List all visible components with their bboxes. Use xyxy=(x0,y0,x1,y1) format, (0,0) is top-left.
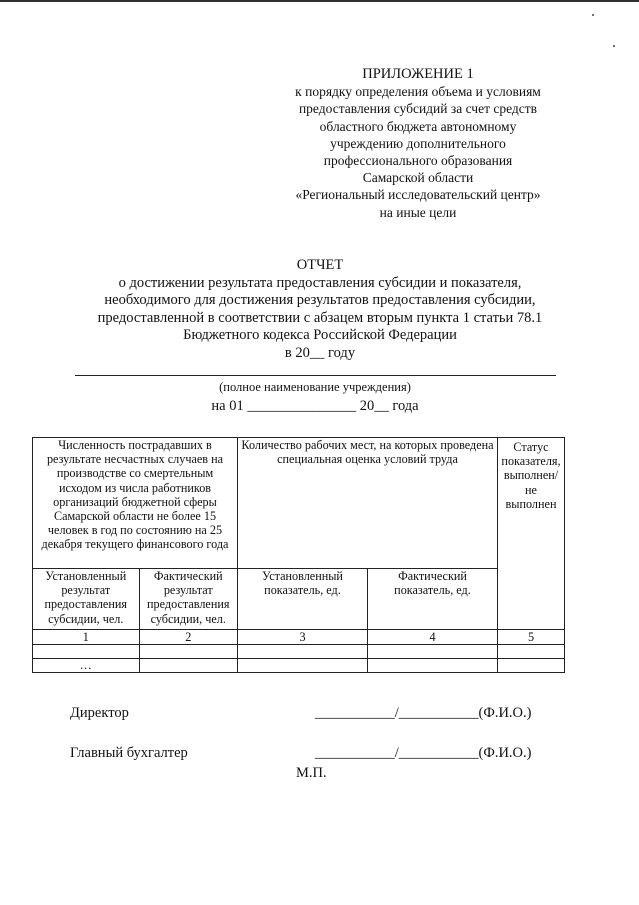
report-table xyxy=(32,437,565,673)
table-cell xyxy=(498,659,565,673)
report-line: о достижении результата предоставления субсидии и показателя, xyxy=(118,274,522,291)
appendix-line: на иные цели xyxy=(379,204,457,220)
subheader-established-result: Установленный результат предоставления субсидии, чел. xyxy=(33,569,140,630)
report-title-block xyxy=(70,257,570,363)
subheader-established-indicator: Установленный показатель, ед. xyxy=(238,569,368,630)
table-cell xyxy=(33,645,140,659)
table-cell xyxy=(139,645,237,659)
top-border-line xyxy=(0,0,639,2)
table-subheader-row xyxy=(33,569,565,630)
table-row xyxy=(33,645,565,659)
report-line: Бюджетного кодекса Российской Федерации xyxy=(183,327,457,344)
column-number: 2 xyxy=(139,630,237,645)
as-of-date: на 01 _______________ 20__ года xyxy=(211,398,419,414)
appendix-line: «Региональный исследовательский центр» xyxy=(295,187,541,203)
column-number: 3 xyxy=(238,630,368,645)
subheader-actual-result: Фактический результат предоставления субсидии, чел. xyxy=(139,569,237,630)
header-casualties: Численность пострадавших в результате несчастных случаев на производстве со смертельным исходом из числа работников организаций бюджетной сферы Самарской области не более 15 человек в год по состоянию на 25 декабря текущего финансового года xyxy=(33,438,238,569)
table-cell-ellipsis: … xyxy=(33,659,140,673)
column-number: 4 xyxy=(368,630,498,645)
table-number-row xyxy=(33,630,565,645)
institution-caption: (полное наименование учреждения) xyxy=(219,380,411,394)
appendix-line: к порядку определения объема и условиям xyxy=(295,84,541,100)
report-title: ОТЧЕТ xyxy=(296,257,344,273)
subheader-actual-indicator: Фактический показатель, ед. xyxy=(368,569,498,630)
scan-speck xyxy=(592,14,594,16)
appendix-line: областного бюджета автономному xyxy=(319,118,517,134)
header-workplaces: Количество рабочих мест, на которых проведена специальная оценка условий труда xyxy=(238,438,498,569)
table-cell xyxy=(368,659,498,673)
director-signature-line: ___________/___________(Ф.И.О.) xyxy=(315,705,532,721)
appendix-line: Самарской области xyxy=(362,170,474,186)
report-line: необходимого для достижения результатов предоставления субсидии, xyxy=(104,292,536,309)
institution-name-line xyxy=(75,375,556,376)
table-cell xyxy=(238,645,368,659)
report-year: в 20__ году xyxy=(284,344,356,361)
accountant-signature-line: ___________/___________(Ф.И.О.) xyxy=(315,745,532,761)
appendix-line: учреждению дополнительного xyxy=(330,135,506,151)
table-cell xyxy=(498,645,565,659)
director-label: Директор xyxy=(70,705,129,721)
accountant-label: Главный бухгалтер xyxy=(70,745,188,761)
table-cell xyxy=(238,659,368,673)
scan-speck xyxy=(613,45,615,47)
header-status: Статус показателя, выполнен/не выполнен xyxy=(498,438,565,630)
stamp-place: М.П. xyxy=(296,765,327,781)
report-line: предоставленной в соответствии с абзацем вторым пункта 1 статьи 78.1 xyxy=(97,309,543,326)
table-header-row xyxy=(33,438,565,569)
column-number: 5 xyxy=(498,630,565,645)
table-cell xyxy=(368,645,498,659)
appendix-block xyxy=(258,66,578,221)
column-number: 1 xyxy=(33,630,140,645)
appendix-title: ПРИЛОЖЕНИЕ 1 xyxy=(362,66,474,82)
table-cell xyxy=(139,659,237,673)
appendix-line: предоставления субсидий за счет средств xyxy=(298,101,538,117)
appendix-line: профессионального образования xyxy=(323,153,513,169)
table-row xyxy=(33,659,565,673)
